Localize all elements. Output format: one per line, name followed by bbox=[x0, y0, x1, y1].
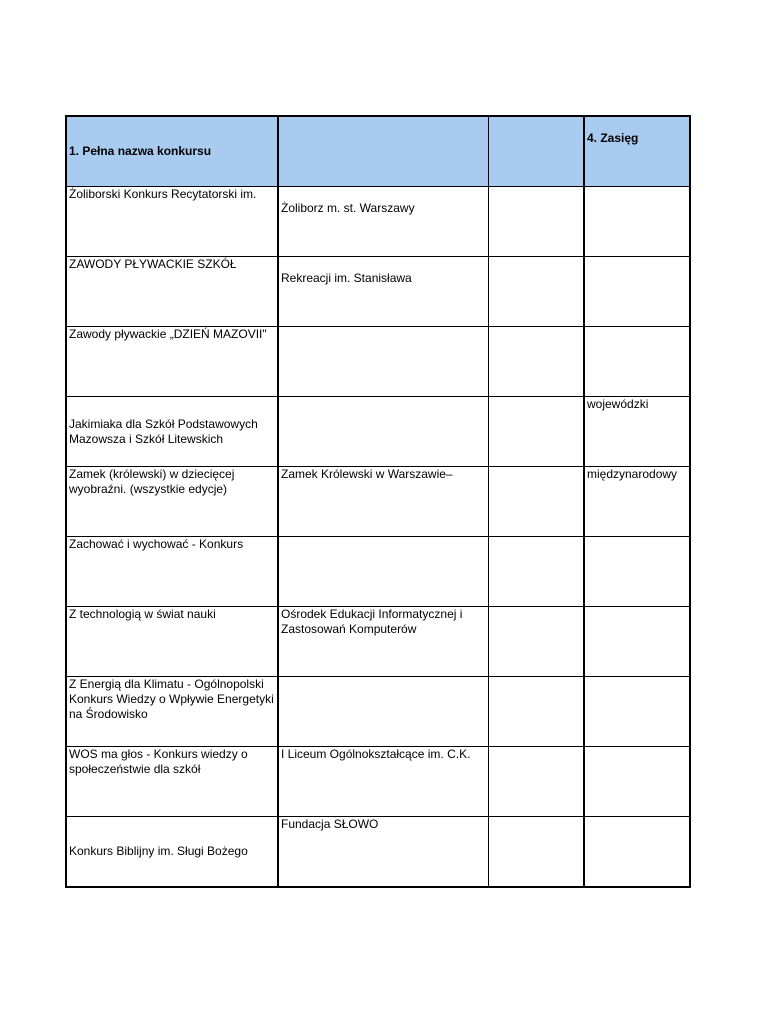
cell-contest-name: Konkurs Biblijny im. Sługi Bożego bbox=[66, 817, 278, 888]
table-row bbox=[66, 397, 690, 467]
cell-scope bbox=[584, 537, 690, 607]
cell-organizer bbox=[278, 187, 488, 257]
cell-contest-name: Jakimiaka dla Szkół Podstawowych Mazowsza i Szkół Litewskich bbox=[66, 397, 278, 467]
cell-scope bbox=[584, 257, 690, 327]
cell-organizer: Zamek Królewski w Warszawie– bbox=[278, 467, 488, 537]
table-row bbox=[66, 537, 690, 607]
cell-scope bbox=[584, 327, 690, 397]
cell-column-3 bbox=[488, 257, 584, 327]
cell-contest-name: Zamek (królewski) w dziecięcej wyobraźni. (wszystkie edycje) bbox=[66, 467, 278, 537]
cell-organizer: I Liceum Ogólnokształcące im. C.K. bbox=[278, 747, 488, 817]
cell-contest-name: Żoliborski Konkurs Recytatorski im. bbox=[66, 187, 278, 257]
table-row bbox=[66, 327, 690, 397]
cell-organizer: Ośrodek Edukacji Informatycznej i Zastosowań Komputerów bbox=[278, 607, 488, 677]
cell-scope: międzynarodowy bbox=[584, 467, 690, 537]
cell-column-3 bbox=[488, 397, 584, 467]
cell-contest-name: Z Energią dla Klimatu - Ogólnopolski Konkurs Wiedzy o Wpływie Energetyki na Środowisko bbox=[66, 677, 278, 747]
header-full-contest-name: 1. Pełna nazwa konkursu bbox=[66, 116, 278, 187]
cell-contest-name: Zawody pływackie „DZIEŃ MAZOVII" bbox=[66, 327, 278, 397]
cell-organizer bbox=[278, 537, 488, 607]
cell-scope bbox=[584, 817, 690, 888]
cell-scope bbox=[584, 187, 690, 257]
table-row bbox=[66, 747, 690, 817]
cell-organizer bbox=[278, 257, 488, 327]
header-column-2 bbox=[278, 116, 488, 187]
cell-scope bbox=[584, 747, 690, 817]
cell-column-3 bbox=[488, 537, 584, 607]
table-row bbox=[66, 817, 690, 888]
cell-column-3 bbox=[488, 817, 584, 888]
cell-column-3 bbox=[488, 747, 584, 817]
cell-contest-name: Z technologią w świat nauki bbox=[66, 607, 278, 677]
table-row bbox=[66, 467, 690, 537]
table-row bbox=[66, 187, 690, 257]
table-header-row bbox=[66, 116, 690, 187]
table-row bbox=[66, 257, 690, 327]
cell-scope: wojewódzki bbox=[584, 397, 690, 467]
cell-column-3 bbox=[488, 677, 584, 747]
cell-organizer-text: Rekreacji im. Stanisława bbox=[281, 271, 412, 285]
cell-column-3 bbox=[488, 187, 584, 257]
cell-scope bbox=[584, 607, 690, 677]
cell-contest-name: Zachować i wychować - Konkurs bbox=[66, 537, 278, 607]
header-column-3 bbox=[488, 116, 584, 187]
header-scope-label: 4. Zasięg bbox=[587, 131, 639, 145]
contest-table bbox=[65, 115, 691, 888]
cell-scope bbox=[584, 677, 690, 747]
header-scope bbox=[584, 116, 690, 187]
table-row bbox=[66, 607, 690, 677]
cell-organizer: Fundacja SŁOWO bbox=[278, 817, 488, 888]
cell-column-3 bbox=[488, 607, 584, 677]
cell-organizer-text: Żoliborz m. st. Warszawy bbox=[281, 201, 415, 215]
table-row bbox=[66, 677, 690, 747]
cell-column-3 bbox=[488, 327, 584, 397]
cell-organizer bbox=[278, 397, 488, 467]
cell-contest-name: ZAWODY PŁYWACKIE SZKÓŁ bbox=[66, 257, 278, 327]
cell-organizer bbox=[278, 327, 488, 397]
cell-column-3 bbox=[488, 467, 584, 537]
cell-contest-name: WOS ma głos - Konkurs wiedzy o społeczeństwie dla szkół bbox=[66, 747, 278, 817]
cell-organizer bbox=[278, 677, 488, 747]
